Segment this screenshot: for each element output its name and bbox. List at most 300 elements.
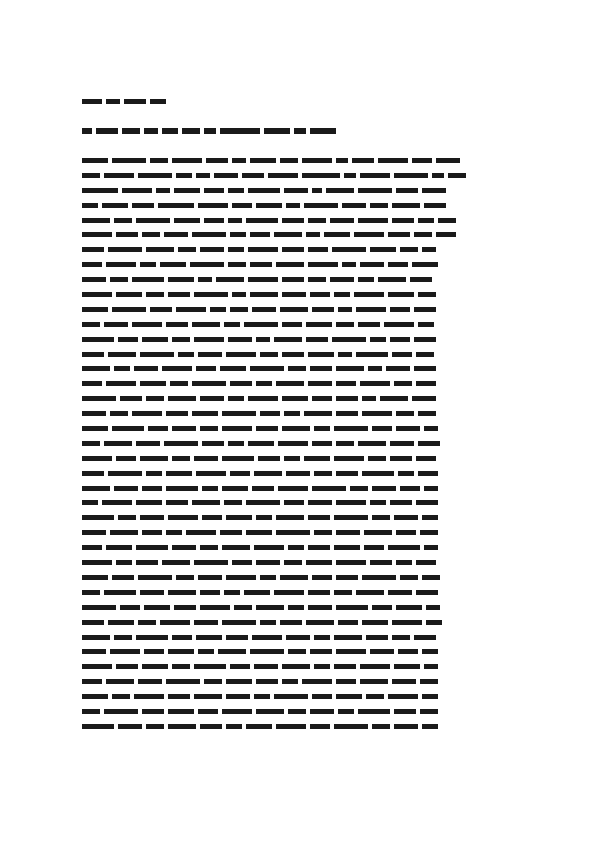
- illegible-word: [162, 366, 192, 371]
- illegible-word: [138, 679, 162, 684]
- illegible-word: [178, 352, 194, 357]
- illegible-word: [352, 158, 374, 163]
- illegible-word: [226, 635, 248, 640]
- illegible-word: [136, 545, 168, 550]
- text-line: [82, 678, 514, 685]
- text-line: [82, 723, 514, 730]
- illegible-word: [178, 247, 196, 252]
- illegible-word: [306, 337, 328, 342]
- illegible-word: [112, 307, 146, 312]
- illegible-word: [358, 188, 392, 193]
- illegible-word: [156, 188, 170, 193]
- illegible-word: [110, 277, 128, 282]
- illegible-word: [342, 203, 366, 208]
- illegible-word: [260, 575, 276, 580]
- illegible-word: [282, 322, 302, 327]
- illegible-word: [234, 605, 252, 610]
- illegible-word: [136, 560, 158, 565]
- illegible-word: [194, 337, 224, 342]
- illegible-word: [162, 560, 190, 565]
- illegible-word: [192, 500, 220, 505]
- illegible-word: [274, 590, 304, 595]
- illegible-word: [304, 203, 338, 208]
- illegible-word: [256, 709, 284, 714]
- illegible-word: [134, 366, 158, 371]
- illegible-word: [282, 292, 306, 297]
- illegible-word: [310, 128, 336, 134]
- illegible-word: [336, 441, 354, 446]
- illegible-word: [336, 366, 364, 371]
- illegible-word: [254, 664, 278, 669]
- illegible-word: [378, 277, 406, 282]
- illegible-word: [256, 203, 282, 208]
- illegible-word: [252, 307, 276, 312]
- illegible-word: [336, 560, 366, 565]
- illegible-word: [312, 188, 322, 193]
- illegible-word: [364, 545, 384, 550]
- illegible-word: [202, 486, 218, 491]
- illegible-word: [204, 679, 222, 684]
- text-line: [82, 648, 514, 655]
- illegible-word: [286, 471, 310, 476]
- illegible-word: [276, 530, 310, 535]
- illegible-word: [256, 426, 278, 431]
- illegible-word: [356, 590, 384, 595]
- illegible-word: [256, 515, 272, 520]
- illegible-word: [310, 724, 330, 729]
- illegible-word: [82, 694, 108, 699]
- illegible-word: [414, 366, 436, 371]
- illegible-word: [132, 203, 154, 208]
- illegible-word: [82, 381, 102, 386]
- illegible-word: [196, 173, 210, 178]
- illegible-word: [254, 545, 284, 550]
- illegible-word: [422, 724, 438, 729]
- illegible-word: [336, 530, 360, 535]
- illegible-word: [114, 486, 138, 491]
- illegible-word: [284, 560, 302, 565]
- illegible-word: [358, 277, 374, 282]
- illegible-word: [232, 158, 246, 163]
- illegible-word: [82, 500, 98, 505]
- illegible-word: [168, 277, 194, 282]
- illegible-word: [166, 679, 200, 684]
- illegible-word: [136, 218, 170, 223]
- illegible-word: [224, 322, 240, 327]
- illegible-word: [244, 590, 270, 595]
- illegible-word: [396, 560, 412, 565]
- illegible-word: [82, 664, 112, 669]
- illegible-word: [248, 396, 278, 401]
- illegible-word: [310, 649, 332, 654]
- illegible-word: [222, 620, 256, 625]
- illegible-word: [192, 411, 218, 416]
- illegible-word: [218, 649, 246, 654]
- illegible-word: [220, 128, 260, 134]
- illegible-word: [142, 337, 168, 342]
- illegible-word: [122, 188, 152, 193]
- illegible-word: [412, 158, 432, 163]
- illegible-word: [114, 635, 132, 640]
- illegible-word: [104, 441, 132, 446]
- illegible-word: [176, 173, 192, 178]
- illegible-word: [220, 530, 242, 535]
- illegible-word: [138, 620, 156, 625]
- illegible-word: [228, 262, 246, 267]
- illegible-word: [280, 620, 302, 625]
- illegible-word: [368, 456, 386, 461]
- illegible-word: [256, 560, 280, 565]
- illegible-word: [198, 203, 228, 208]
- illegible-word: [82, 322, 100, 327]
- illegible-word: [420, 709, 438, 714]
- illegible-word: [82, 545, 102, 550]
- illegible-word: [168, 649, 194, 654]
- illegible-word: [362, 575, 396, 580]
- illegible-word: [396, 605, 422, 610]
- illegible-word: [256, 605, 284, 610]
- illegible-word: [426, 620, 442, 625]
- illegible-word: [194, 560, 228, 565]
- illegible-word: [334, 515, 368, 520]
- illegible-word: [82, 307, 108, 312]
- illegible-word: [416, 456, 436, 461]
- illegible-word: [190, 262, 224, 267]
- illegible-word: [396, 530, 416, 535]
- illegible-word: [436, 158, 460, 163]
- illegible-word: [116, 292, 142, 297]
- illegible-word: [416, 590, 438, 595]
- text-line: [82, 455, 514, 462]
- text-line: [82, 574, 514, 581]
- illegible-word: [82, 515, 114, 520]
- illegible-word: [120, 605, 140, 610]
- illegible-word: [168, 292, 190, 297]
- illegible-word: [384, 322, 414, 327]
- illegible-word: [82, 292, 112, 297]
- text-line: [82, 231, 514, 238]
- illegible-word: [82, 262, 102, 267]
- illegible-word: [334, 724, 368, 729]
- illegible-word: [82, 441, 100, 446]
- illegible-word: [260, 620, 276, 625]
- illegible-word: [410, 277, 432, 282]
- text-line: [82, 365, 514, 372]
- illegible-word: [82, 128, 92, 134]
- illegible-word: [268, 173, 298, 178]
- illegible-word: [110, 649, 140, 654]
- running-header: [82, 98, 166, 105]
- illegible-word: [370, 500, 386, 505]
- illegible-word: [308, 247, 328, 252]
- illegible-word: [198, 575, 222, 580]
- illegible-word: [424, 203, 446, 208]
- illegible-word: [82, 456, 112, 461]
- illegible-word: [422, 575, 440, 580]
- illegible-word: [312, 441, 332, 446]
- text-line: [82, 485, 514, 492]
- text-line: [82, 514, 514, 521]
- illegible-word: [200, 247, 224, 252]
- illegible-word: [140, 381, 166, 386]
- illegible-word: [182, 128, 200, 134]
- illegible-word: [132, 277, 164, 282]
- illegible-word: [306, 620, 334, 625]
- illegible-word: [140, 590, 164, 595]
- illegible-word: [364, 530, 392, 535]
- illegible-word: [326, 188, 354, 193]
- illegible-word: [314, 426, 330, 431]
- illegible-word: [82, 620, 104, 625]
- illegible-word: [150, 307, 172, 312]
- illegible-word: [370, 337, 386, 342]
- illegible-word: [166, 486, 198, 491]
- illegible-word: [304, 456, 330, 461]
- text-line: [82, 499, 514, 506]
- illegible-word: [206, 158, 228, 163]
- illegible-word: [106, 679, 134, 684]
- illegible-word: [140, 456, 168, 461]
- illegible-word: [222, 456, 254, 461]
- illegible-word: [174, 188, 200, 193]
- illegible-word: [388, 232, 410, 237]
- illegible-word: [308, 352, 334, 357]
- illegible-word: [136, 635, 168, 640]
- illegible-word: [372, 724, 390, 729]
- illegible-word: [166, 322, 188, 327]
- illegible-word: [174, 218, 200, 223]
- illegible-word: [360, 262, 384, 267]
- illegible-word: [338, 620, 358, 625]
- illegible-word: [396, 426, 420, 431]
- text-line: [82, 470, 514, 477]
- illegible-word: [174, 605, 196, 610]
- illegible-word: [302, 158, 332, 163]
- illegible-word: [150, 99, 166, 104]
- illegible-word: [194, 694, 222, 699]
- illegible-word: [108, 620, 134, 625]
- illegible-word: [308, 218, 326, 223]
- illegible-word: [226, 575, 256, 580]
- illegible-word: [214, 173, 238, 178]
- illegible-word: [82, 396, 116, 401]
- illegible-word: [438, 218, 456, 223]
- illegible-word: [204, 128, 216, 134]
- illegible-word: [370, 560, 392, 565]
- illegible-word: [172, 545, 196, 550]
- illegible-word: [172, 158, 202, 163]
- illegible-word: [392, 679, 416, 684]
- illegible-word: [222, 486, 248, 491]
- text-line: [82, 425, 514, 432]
- illegible-word: [256, 679, 278, 684]
- illegible-word: [390, 441, 414, 446]
- illegible-word: [228, 396, 244, 401]
- illegible-word: [144, 649, 164, 654]
- illegible-word: [106, 99, 120, 104]
- illegible-word: [312, 486, 346, 491]
- illegible-word: [398, 649, 418, 654]
- illegible-word: [310, 709, 334, 714]
- illegible-word: [118, 337, 138, 342]
- illegible-word: [336, 471, 358, 476]
- illegible-word: [344, 173, 356, 178]
- illegible-word: [230, 232, 246, 237]
- illegible-word: [338, 307, 352, 312]
- illegible-word: [358, 218, 388, 223]
- illegible-word: [362, 396, 376, 401]
- illegible-word: [82, 218, 110, 223]
- illegible-word: [336, 396, 358, 401]
- illegible-word: [250, 262, 272, 267]
- illegible-word: [394, 709, 416, 714]
- illegible-word: [82, 635, 110, 640]
- illegible-word: [82, 426, 108, 431]
- illegible-word: [232, 292, 246, 297]
- illegible-word: [226, 679, 252, 684]
- illegible-word: [250, 158, 276, 163]
- illegible-word: [82, 560, 112, 565]
- text-line: [82, 217, 514, 224]
- illegible-word: [392, 635, 410, 640]
- illegible-word: [308, 590, 330, 595]
- illegible-word: [108, 352, 136, 357]
- illegible-word: [362, 471, 394, 476]
- illegible-word: [414, 635, 436, 640]
- illegible-word: [358, 322, 380, 327]
- illegible-word: [370, 247, 396, 252]
- illegible-word: [142, 232, 160, 237]
- illegible-word: [288, 545, 304, 550]
- illegible-word: [230, 307, 248, 312]
- illegible-word: [118, 515, 136, 520]
- illegible-word: [144, 605, 170, 610]
- illegible-word: [334, 456, 364, 461]
- illegible-word: [200, 426, 218, 431]
- illegible-word: [308, 515, 330, 520]
- illegible-word: [314, 664, 330, 669]
- illegible-word: [254, 471, 282, 476]
- illegible-word: [416, 500, 438, 505]
- illegible-word: [194, 620, 218, 625]
- illegible-word: [136, 441, 160, 446]
- illegible-word: [394, 173, 428, 178]
- text-line: [82, 202, 514, 209]
- illegible-word: [232, 560, 252, 565]
- illegible-word: [120, 396, 142, 401]
- illegible-word: [252, 635, 282, 640]
- illegible-word: [250, 292, 278, 297]
- illegible-word: [172, 337, 190, 342]
- illegible-word: [224, 500, 242, 505]
- illegible-word: [360, 381, 390, 386]
- illegible-word: [366, 635, 388, 640]
- illegible-word: [288, 605, 304, 610]
- illegible-word: [390, 456, 412, 461]
- illegible-word: [278, 486, 308, 491]
- illegible-word: [424, 545, 438, 550]
- illegible-word: [418, 411, 436, 416]
- text-line: [82, 544, 514, 551]
- illegible-word: [372, 426, 392, 431]
- illegible-word: [274, 337, 302, 342]
- illegible-word: [282, 396, 308, 401]
- illegible-word: [336, 679, 356, 684]
- illegible-word: [142, 486, 162, 491]
- illegible-word: [194, 664, 226, 669]
- illegible-word: [418, 471, 438, 476]
- text-line: [82, 619, 514, 626]
- illegible-word: [312, 396, 332, 401]
- illegible-word: [160, 620, 190, 625]
- illegible-word: [82, 277, 106, 282]
- illegible-word: [106, 381, 136, 386]
- illegible-word: [412, 262, 438, 267]
- illegible-word: [388, 545, 420, 550]
- illegible-word: [282, 426, 310, 431]
- illegible-word: [164, 441, 198, 446]
- illegible-word: [192, 381, 226, 386]
- illegible-word: [192, 322, 220, 327]
- illegible-word: [242, 173, 264, 178]
- illegible-word: [116, 456, 136, 461]
- illegible-word: [112, 694, 130, 699]
- illegible-word: [140, 515, 164, 520]
- text-line: [82, 380, 514, 387]
- illegible-word: [324, 232, 350, 237]
- illegible-word: [200, 724, 222, 729]
- illegible-word: [82, 352, 104, 357]
- illegible-word: [230, 664, 250, 669]
- illegible-word: [414, 307, 436, 312]
- illegible-word: [354, 292, 384, 297]
- illegible-word: [230, 471, 250, 476]
- illegible-word: [244, 322, 278, 327]
- illegible-word: [228, 337, 252, 342]
- illegible-word: [260, 411, 280, 416]
- illegible-word: [82, 649, 106, 654]
- illegible-word: [258, 456, 280, 461]
- illegible-word: [436, 232, 456, 237]
- illegible-word: [392, 620, 422, 625]
- illegible-word: [282, 277, 304, 282]
- illegible-word: [118, 724, 142, 729]
- illegible-word: [198, 649, 214, 654]
- illegible-word: [82, 530, 106, 535]
- illegible-word: [166, 500, 188, 505]
- illegible-word: [396, 411, 414, 416]
- illegible-word: [424, 426, 438, 431]
- body-paragraph: [82, 157, 514, 738]
- illegible-word: [104, 173, 134, 178]
- illegible-word: [142, 664, 168, 669]
- illegible-word: [186, 530, 216, 535]
- illegible-word: [274, 232, 302, 237]
- illegible-word: [308, 500, 332, 505]
- illegible-word: [274, 694, 308, 699]
- illegible-word: [276, 262, 304, 267]
- illegible-word: [332, 247, 366, 252]
- illegible-word: [378, 158, 408, 163]
- illegible-word: [200, 545, 218, 550]
- illegible-word: [104, 590, 136, 595]
- illegible-word: [392, 218, 414, 223]
- illegible-word: [418, 441, 440, 446]
- illegible-word: [82, 411, 106, 416]
- illegible-word: [252, 486, 274, 491]
- illegible-word: [82, 471, 104, 476]
- illegible-word: [416, 560, 436, 565]
